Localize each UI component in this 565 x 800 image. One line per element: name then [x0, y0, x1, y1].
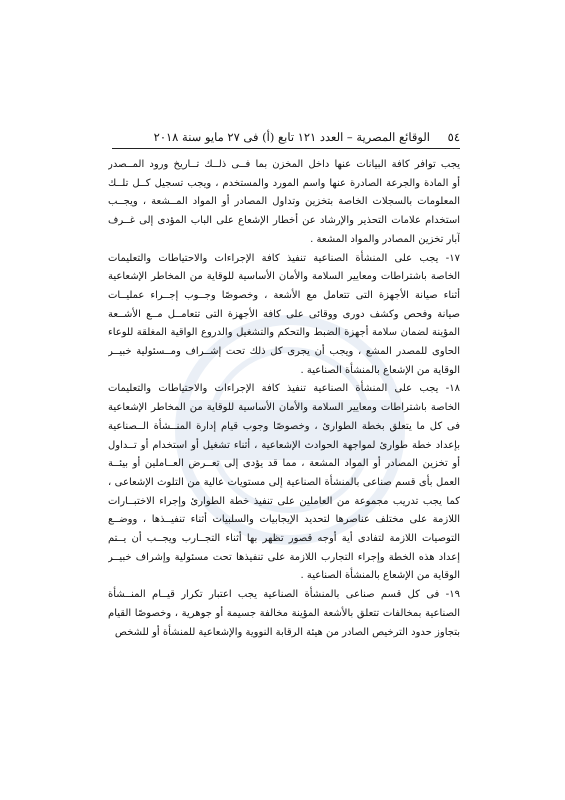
- text-line: الخاصة باشتراطات ومعايير السلامة والأمان الأساسية للوقاية من المخاطر الإشعاعية: [108, 402, 460, 414]
- paragraph: [108, 156, 460, 250]
- text-line: أو المادة والجرعة الصادرة عنها واسم المورد والمستخدم ، ويجب تسجيل كــل تلــك: [108, 177, 460, 189]
- text-line: يجب توافر كافة البيانات عنها داخل المخزن بما فــى ذلــك تــاريخ ورود المــصدر: [108, 159, 460, 170]
- page-number: ٥٤: [447, 130, 460, 144]
- text-line: ١٨- يجب على المنشأة الصناعية تنفيذ كافة الإجراءات والاحتياطات والتعليمات: [108, 383, 460, 395]
- text-line: بتجاوز حدود الترخيص الصادر من هيئة الرقابة النووية والإشعاعية للمنشأة أو للشخص: [114, 626, 460, 638]
- text-line: أو تخزين المصادر أو المواد المشعة ، مما قد يؤدى إلى تعــرض العــاملين أو بيئــة: [108, 458, 460, 470]
- text-line: المعلومات بالسجلات الخاصة بتخزين وتداول المصادر أو المواد المــشعة ، ويجــب: [108, 196, 460, 208]
- gazette-title: الوقائع المصرية – العدد ١٢١ تابع (أ) فى ٢٧ مايو سنة ٢٠١٨: [153, 130, 430, 144]
- text-line: ١٩- فى كل قسم صناعى بالمنشأة الصناعية يجب اعتبار تكرار قيــام المنــشأة: [108, 589, 460, 601]
- text-line: الوقاية من الإشعاع بالمنشأة الصناعية .: [300, 570, 460, 582]
- text-line: اللازمة على مختلف عناصرها لتحديد الإيجابيات والسلبيات أثناء تنفيــذها ، ووضــع: [108, 514, 460, 526]
- text-line: استخدام علامات التحذير والإرشاد عن أخطار الإشعاع على الباب المؤدى إلى غــرف: [108, 215, 460, 227]
- text-line: المؤينة لضمان سلامة أجهزة الضبط والتحكم والتشغيل والدروع الواقية المغلقة للوعاء: [108, 327, 460, 339]
- text-line: صيانة وفحص وكشف دورى ووقائى على كافة الأجهزة التى تتعامــل مــع الأشــعة: [108, 308, 460, 320]
- text-line: كما يجب تدريب مجموعة من العاملين على تنفيذ خطة الطوارئ وإجراء الاختبــارات: [108, 495, 460, 507]
- text-line: بإعداد خطة طوارئ لمواجهة الحوادث الإشعاعية ، أثناء تشغيل أو استخدام أو تــداول: [108, 439, 460, 451]
- paragraph: [108, 380, 460, 586]
- text-line: الحاوى للمصدر المشع ، ويجب أن يجرى كل ذلك تحت إشــراف ومــسئولية خبيــر: [108, 346, 460, 358]
- text-line: آبار تخزين المصادر والمواد المشعة .: [310, 233, 460, 245]
- text-line: الوقاية من الإشعاع بالمنشأة الصناعية .: [300, 364, 460, 376]
- text-line: فى كل ما يتعلق بخطة الطوارئ ، وخصوصًا وجوب قيام إدارة المنــشأة الــصناعية: [108, 420, 460, 432]
- text-line: التوصيات اللازمة لتفادى أية أوجه قصور تظهر بها أثناء التجــارب ويجــب أن يــتم: [108, 533, 460, 545]
- paragraph: [108, 250, 460, 381]
- header-rule: [112, 148, 460, 149]
- page-header: [112, 128, 460, 146]
- document-body: [108, 156, 460, 642]
- text-line: ١٧- يجب على المنشأة الصناعية تنفيذ كافة الإجراءات والاحتياطات والتعليمات: [108, 252, 460, 264]
- text-line: أثناء صيانة الأجهزة التى تتعامل مع الأشعة ، وخصوصًا وجــوب إجــراء عمليــات: [108, 289, 460, 301]
- text-line: الصناعية بمخالفات تتعلق بالأشعة المؤينة مخالفة جسيمة أو جوهرية ، وخصوصًا القيام: [108, 607, 460, 619]
- text-line: العمل بأى قسم صناعى بالمنشأة الصناعية إلى مستويات عالية من التلوث الإشعاعى ،: [108, 476, 460, 488]
- text-line: إعداد هذه الخطة وإجراء التجارب اللازمة على تنفيذها تحت مسئولية وإشراف خبيــر: [108, 551, 460, 563]
- text-line: الخاصة باشتراطات ومعايير السلامة والأمان الأساسية للوقاية من المخاطر الإشعاعية: [108, 271, 460, 283]
- paragraph: [108, 586, 460, 642]
